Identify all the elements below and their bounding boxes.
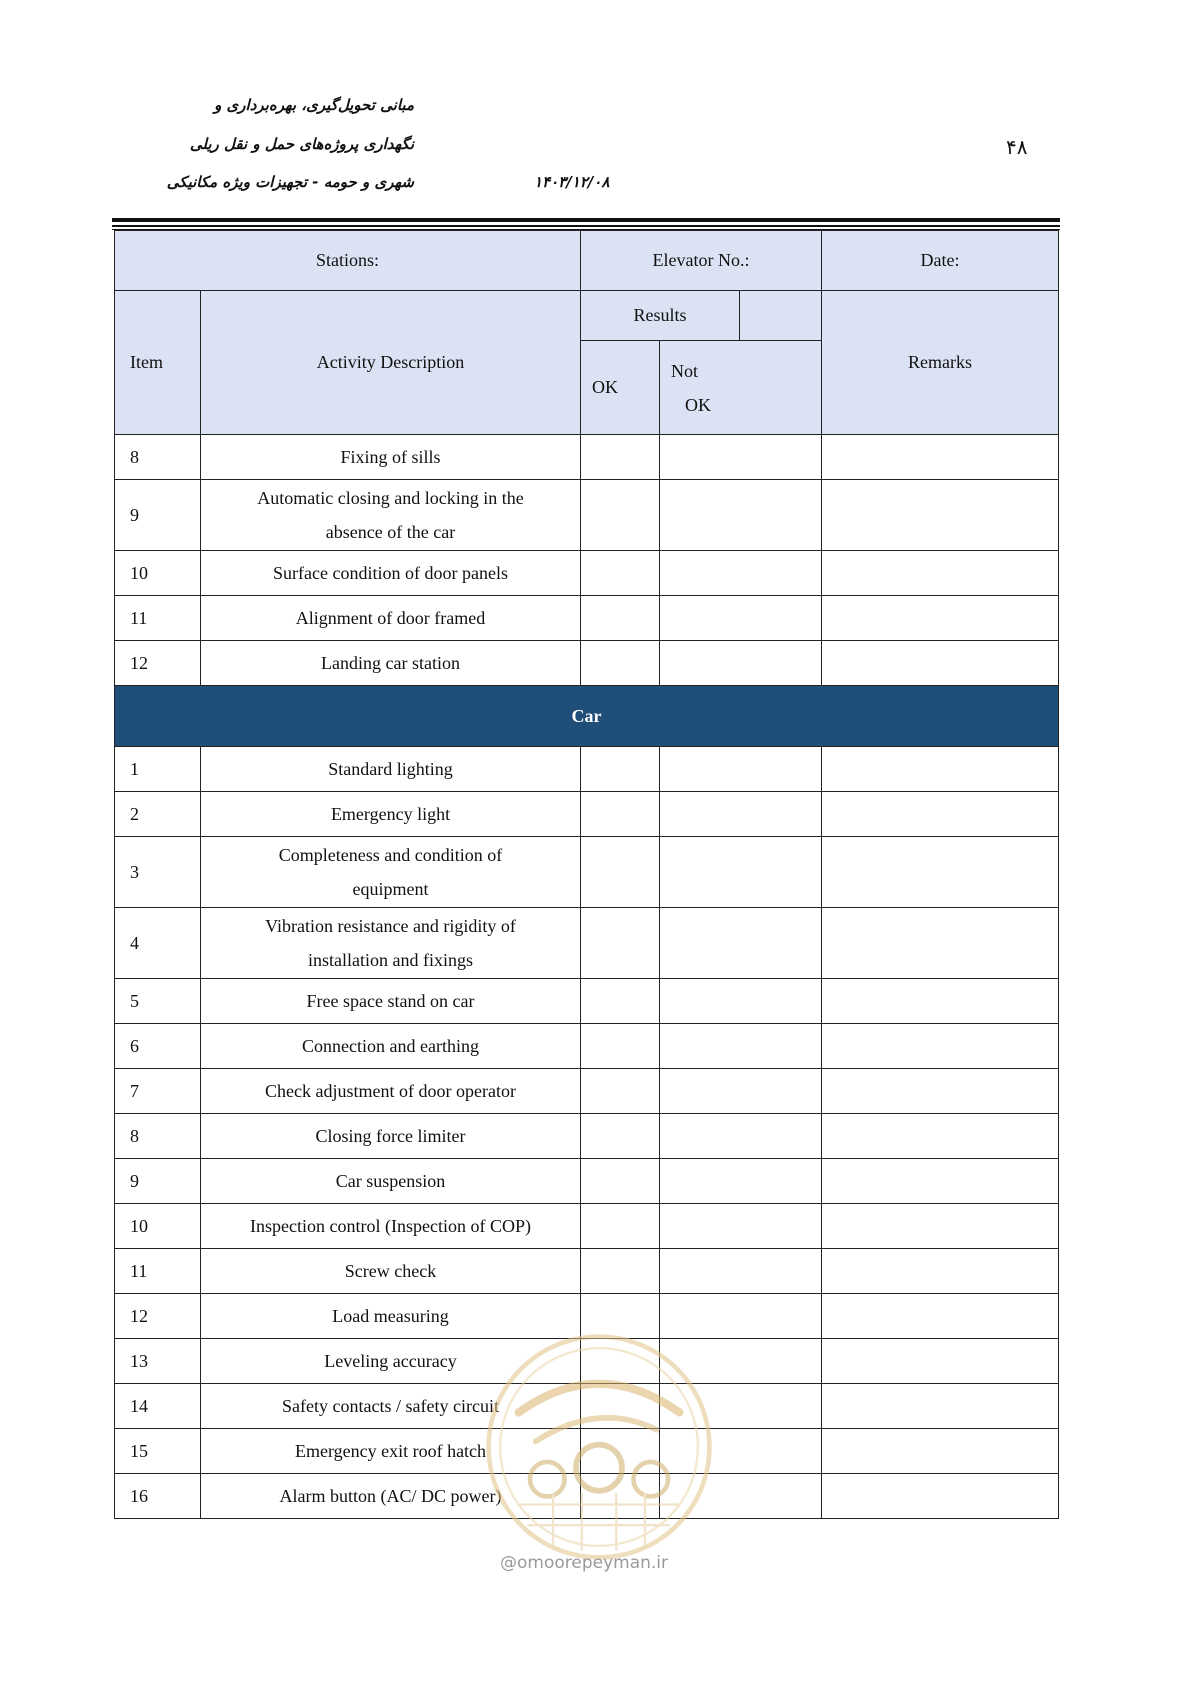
item-number: 2 <box>115 792 201 837</box>
item-number: 12 <box>115 641 201 686</box>
activity-description: Emergency exit roof hatch <box>201 1429 581 1474</box>
stations-field-label: Stations: <box>115 231 581 291</box>
item-number: 3 <box>115 837 201 908</box>
results-column-header: Results <box>581 291 740 341</box>
table-row <box>115 480 1059 551</box>
remarks-cell[interactable] <box>822 979 1059 1024</box>
remarks-cell[interactable] <box>822 1249 1059 1294</box>
car-section-title: Car <box>115 686 1059 747</box>
table-row <box>115 979 1059 1024</box>
item-number: 12 <box>115 1294 201 1339</box>
remarks-cell[interactable] <box>822 908 1059 979</box>
watermark-logo <box>484 1332 714 1562</box>
watermark-site: @omoorepeyman.ir <box>500 1553 669 1573</box>
ok-checkbox-cell[interactable] <box>581 747 660 792</box>
not-ok-checkbox-cell[interactable] <box>660 641 822 686</box>
section-header-row <box>115 686 1059 747</box>
table-row <box>115 1159 1059 1204</box>
item-number: 5 <box>115 979 201 1024</box>
ok-column-header: OK <box>581 341 660 435</box>
item-number: 11 <box>115 1249 201 1294</box>
activity-description: Completeness and condition of equipment <box>201 837 581 908</box>
header-title-line-3: شهری و حومه - تجهیزات ویژه مکانیکی <box>166 173 414 191</box>
item-number: 10 <box>115 551 201 596</box>
not-ok-line-1: Not <box>671 360 699 381</box>
header-rule <box>112 218 1060 222</box>
activity-column-header: Activity Description <box>201 291 581 435</box>
item-number: 13 <box>115 1339 201 1384</box>
table-row <box>115 551 1059 596</box>
not-ok-checkbox-cell[interactable] <box>660 1114 822 1159</box>
item-number: 15 <box>115 1429 201 1474</box>
ok-checkbox-cell[interactable] <box>581 1204 660 1249</box>
table-row <box>115 641 1059 686</box>
activity-description: Standard lighting <box>201 747 581 792</box>
not-ok-checkbox-cell[interactable] <box>660 747 822 792</box>
table-row <box>115 837 1059 908</box>
table-row <box>115 1204 1059 1249</box>
item-number: 8 <box>115 1114 201 1159</box>
page-header <box>0 0 1191 230</box>
not-ok-checkbox-cell[interactable] <box>660 1249 822 1294</box>
remarks-column-header: Remarks <box>822 291 1059 435</box>
activity-description: Landing car station <box>201 641 581 686</box>
table-row <box>115 1069 1059 1114</box>
not-ok-column-header <box>660 341 822 435</box>
not-ok-checkbox-cell[interactable] <box>660 480 822 551</box>
table-row <box>115 747 1059 792</box>
table-row <box>115 908 1059 979</box>
item-number: 6 <box>115 1024 201 1069</box>
ok-checkbox-cell[interactable] <box>581 641 660 686</box>
remarks-cell[interactable] <box>822 1204 1059 1249</box>
activity-description: Car suspension <box>201 1159 581 1204</box>
remarks-cell[interactable] <box>822 1384 1059 1429</box>
not-ok-checkbox-cell[interactable] <box>660 1159 822 1204</box>
activity-description: Inspection control (Inspection of COP) <box>201 1204 581 1249</box>
remarks-cell[interactable] <box>822 1339 1059 1384</box>
item-number: 11 <box>115 596 201 641</box>
activity-description: Safety contacts / safety circuit <box>201 1384 581 1429</box>
table-row <box>115 1114 1059 1159</box>
not-ok-checkbox-cell[interactable] <box>660 1204 822 1249</box>
not-ok-checkbox-cell[interactable] <box>660 792 822 837</box>
header-spacer-cell <box>740 291 822 341</box>
activity-description: Emergency light <box>201 792 581 837</box>
activity-description: Free space stand on car <box>201 979 581 1024</box>
table-row <box>115 596 1059 641</box>
ok-checkbox-cell[interactable] <box>581 1249 660 1294</box>
activity-description: Fixing of sills <box>201 435 581 480</box>
ok-checkbox-cell[interactable] <box>581 435 660 480</box>
form-header-row <box>115 231 1059 291</box>
date-field-label: Date: <box>822 231 1059 291</box>
activity-description: Vibration resistance and rigidity of installation and fixings <box>201 908 581 979</box>
item-number: 8 <box>115 435 201 480</box>
page-number: ۴۸ <box>1006 135 1028 159</box>
activity-description: Connection and earthing <box>201 1024 581 1069</box>
elevator-number-field-label: Elevator No.: <box>581 231 822 291</box>
item-number: 9 <box>115 480 201 551</box>
ok-checkbox-cell[interactable] <box>581 480 660 551</box>
header-date: ۱۴۰۳/۱۲/۰۸ <box>534 173 610 191</box>
ok-checkbox-cell[interactable] <box>581 792 660 837</box>
activity-description: Closing force limiter <box>201 1114 581 1159</box>
not-ok-checkbox-cell[interactable] <box>660 596 822 641</box>
activity-description: Screw check <box>201 1249 581 1294</box>
item-number: 16 <box>115 1474 201 1519</box>
item-number: 7 <box>115 1069 201 1114</box>
remarks-cell[interactable] <box>822 480 1059 551</box>
item-number: 14 <box>115 1384 201 1429</box>
remarks-cell[interactable] <box>822 1069 1059 1114</box>
activity-description: Load measuring <box>201 1294 581 1339</box>
column-header-row <box>115 291 1059 341</box>
item-number: 10 <box>115 1204 201 1249</box>
activity-description: Surface condition of door panels <box>201 551 581 596</box>
item-number: 1 <box>115 747 201 792</box>
activity-description: Check adjustment of door operator <box>201 1069 581 1114</box>
header-rule <box>112 225 1060 227</box>
ok-checkbox-cell[interactable] <box>581 1159 660 1204</box>
ok-checkbox-cell[interactable] <box>581 551 660 596</box>
activity-description: Automatic closing and locking in the absence of the car <box>201 480 581 551</box>
remarks-cell[interactable] <box>822 1114 1059 1159</box>
ok-checkbox-cell[interactable] <box>581 596 660 641</box>
ok-checkbox-cell[interactable] <box>581 1024 660 1069</box>
header-title-line-1: مبانی تحویل‌گیری، بهره‌برداری و <box>214 96 414 114</box>
not-ok-checkbox-cell[interactable] <box>660 908 822 979</box>
not-ok-checkbox-cell[interactable] <box>660 551 822 596</box>
not-ok-checkbox-cell[interactable] <box>660 1024 822 1069</box>
item-number: 9 <box>115 1159 201 1204</box>
table-row <box>115 792 1059 837</box>
remarks-cell[interactable] <box>822 596 1059 641</box>
inspection-checklist-table <box>114 230 1059 1519</box>
header-title-line-2: نگهداری پروژه‌های حمل و نقل ریلی <box>189 135 414 153</box>
remarks-cell[interactable] <box>822 435 1059 480</box>
table-row <box>115 1249 1059 1294</box>
item-number: 4 <box>115 908 201 979</box>
ok-checkbox-cell[interactable] <box>581 908 660 979</box>
ok-checkbox-cell[interactable] <box>581 837 660 908</box>
activity-description: Alarm button (AC/ DC power) <box>201 1474 581 1519</box>
not-ok-checkbox-cell[interactable] <box>660 837 822 908</box>
remarks-cell[interactable] <box>822 1294 1059 1339</box>
activity-description: Alignment of door framed <box>201 596 581 641</box>
activity-description: Leveling accuracy <box>201 1339 581 1384</box>
remarks-cell[interactable] <box>822 1024 1059 1069</box>
item-column-header: Item <box>115 291 201 435</box>
not-ok-checkbox-cell[interactable] <box>660 1069 822 1114</box>
not-ok-checkbox-cell[interactable] <box>660 435 822 480</box>
not-ok-line-2: OK <box>685 394 712 415</box>
remarks-cell[interactable] <box>822 1159 1059 1204</box>
remarks-cell[interactable] <box>822 1429 1059 1474</box>
table-row <box>115 1024 1059 1069</box>
remarks-cell[interactable] <box>822 747 1059 792</box>
ok-checkbox-cell[interactable] <box>581 979 660 1024</box>
remarks-cell[interactable] <box>822 1474 1059 1519</box>
table-row <box>115 435 1059 480</box>
not-ok-checkbox-cell[interactable] <box>660 979 822 1024</box>
ok-checkbox-cell[interactable] <box>581 1069 660 1114</box>
remarks-cell[interactable] <box>822 641 1059 686</box>
remarks-cell[interactable] <box>822 792 1059 837</box>
ok-checkbox-cell[interactable] <box>581 1114 660 1159</box>
remarks-cell[interactable] <box>822 551 1059 596</box>
remarks-cell[interactable] <box>822 837 1059 908</box>
